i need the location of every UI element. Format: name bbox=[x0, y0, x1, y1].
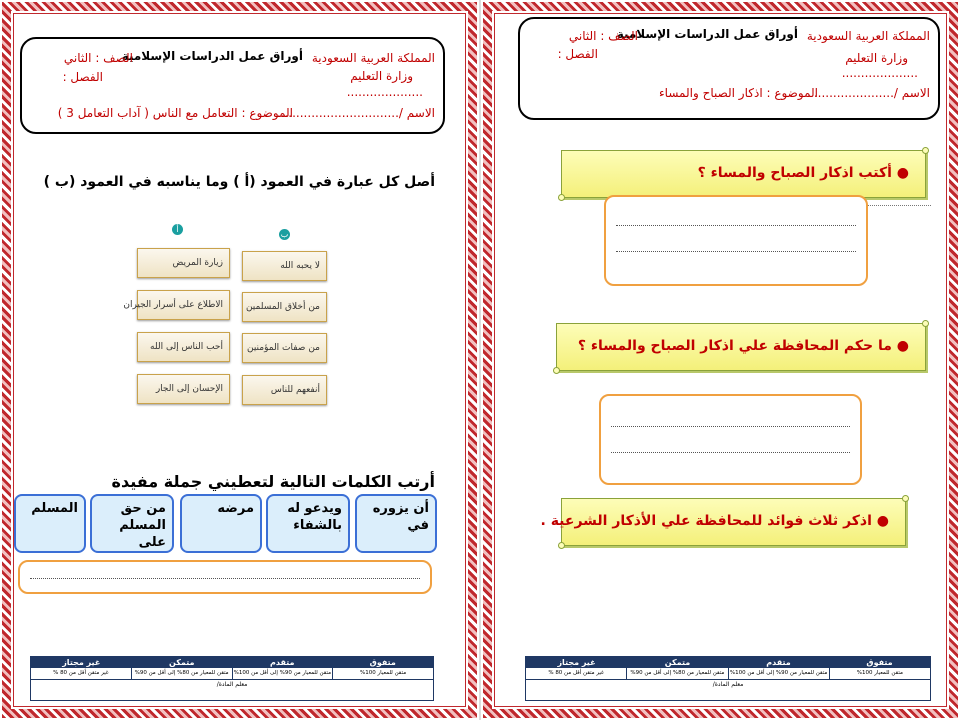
kingdom-label: المملكة العربية السعودية bbox=[311, 51, 435, 65]
topic-label: الموضوع : اذكار الصباح والمساء bbox=[659, 86, 818, 100]
answer-line bbox=[616, 251, 856, 252]
answer-line bbox=[30, 578, 420, 579]
arrange-question-title: أرتب الكلمات التالية لتعطيني جملة مفيدة bbox=[111, 472, 435, 491]
word-card[interactable]: المسلم bbox=[14, 494, 86, 553]
question-banner bbox=[561, 150, 926, 198]
sheet-title: أوراق عمل الدراسات الإسلامية bbox=[616, 27, 798, 41]
rubric-header: متفوق bbox=[369, 658, 396, 667]
column-a-item[interactable]: الإحسان إلى الجار bbox=[137, 374, 230, 404]
question-text: ● اذكر ثلاث فوائد للمحافظة علي الأذكار الشرعية . bbox=[540, 513, 889, 529]
rubric-checkbox[interactable]: متقن للمعيار 100% bbox=[829, 668, 930, 679]
word-card[interactable]: ويدعو له بالشفاء bbox=[266, 494, 350, 553]
scroll-curl-icon bbox=[558, 542, 565, 549]
kingdom-label: المملكة العربية السعودية bbox=[806, 29, 930, 43]
rubric-checkbox[interactable]: متقن للمعيار من 80% إلى أقل من 90% bbox=[626, 668, 727, 679]
answer-line bbox=[611, 452, 850, 453]
rubric-checkbox[interactable]: غير متقن أقل من 80 % bbox=[548, 670, 604, 676]
word-card[interactable]: أن يزوره في bbox=[355, 494, 437, 553]
grade-label: الصف : الثاني bbox=[568, 29, 638, 43]
column-a-label: أ bbox=[172, 224, 183, 235]
class-label: الفصل : bbox=[62, 70, 103, 84]
scroll-curl-icon bbox=[922, 147, 929, 154]
question-text: ● أكتب اذكار الصباح والمساء ؟ bbox=[697, 165, 909, 181]
teacher-signature: معلم المادة/ bbox=[712, 681, 744, 688]
rubric-header: متمكن bbox=[169, 658, 195, 667]
rubric-checkbox[interactable]: متقن للمعيار 100% bbox=[332, 668, 433, 679]
word-card[interactable]: من حق المسلم على bbox=[90, 494, 174, 553]
class-label: الفصل : bbox=[557, 47, 598, 61]
rubric-checkbox[interactable]: غير متقن أقل من 80 % bbox=[53, 670, 109, 676]
column-b-item[interactable]: أنفعهم للناس bbox=[242, 375, 327, 405]
rubric-header: غير مجتاز bbox=[62, 658, 101, 667]
left-worksheet bbox=[0, 0, 479, 720]
column-b-item[interactable]: لا يحبه الله bbox=[242, 251, 327, 281]
scroll-curl-icon bbox=[902, 495, 909, 502]
question-banner bbox=[556, 323, 926, 371]
column-b-item[interactable]: من صفات المؤمنين bbox=[242, 333, 327, 363]
student-name-field[interactable]: الاسم /................................ bbox=[276, 106, 435, 120]
class-dots: .................... bbox=[841, 66, 918, 80]
ministry-label: وزارة التعليم bbox=[845, 51, 908, 65]
answer-box[interactable] bbox=[604, 195, 868, 286]
column-a-item[interactable]: أحب الناس إلى الله bbox=[137, 332, 230, 362]
column-b-label: ب bbox=[280, 230, 289, 239]
student-name-field[interactable]: الاسم /..................... bbox=[813, 86, 930, 100]
dotted-line bbox=[866, 205, 931, 206]
header-box bbox=[20, 37, 445, 134]
scroll-curl-icon bbox=[558, 194, 565, 201]
rubric-header: متقدم bbox=[766, 658, 791, 667]
sheet-title: أوراق عمل الدراسات الإسلامية bbox=[121, 49, 303, 63]
scroll-curl-icon bbox=[553, 367, 560, 374]
answer-box[interactable] bbox=[18, 560, 432, 594]
topic-label: الموضوع : التعامل مع الناس ( آداب التعامل 3 ) bbox=[57, 106, 293, 120]
answer-box[interactable] bbox=[599, 394, 862, 485]
matching-question-title: أصل كل عبارة في العمود (أ ) وما يناسبه في العمود (ب ) bbox=[43, 174, 435, 190]
question-text: ● ما حكم المحافظة علي اذكار الصباح والمساء ؟ bbox=[577, 338, 909, 354]
rubric-checkbox[interactable]: متقن للمعيار من 80% إلى أقل من 90% bbox=[131, 668, 232, 679]
rubric-header: غير مجتاز bbox=[557, 658, 596, 667]
rubric-header: متفوق bbox=[866, 658, 893, 667]
question-banner bbox=[540, 498, 906, 546]
answer-line bbox=[616, 225, 856, 226]
answer-line bbox=[611, 426, 850, 427]
teacher-signature: معلم المادة/ bbox=[216, 681, 248, 688]
scroll-curl-icon bbox=[922, 320, 929, 327]
rubric-table bbox=[30, 656, 434, 701]
column-a-item[interactable]: زيارة المريض bbox=[137, 248, 230, 278]
class-dots: .................... bbox=[346, 85, 423, 99]
rubric-table bbox=[525, 656, 931, 701]
rubric-header: متقدم bbox=[270, 658, 295, 667]
right-worksheet bbox=[481, 0, 960, 720]
column-b-item[interactable]: من أخلاق المسلمين bbox=[242, 292, 327, 322]
ministry-label: وزارة التعليم bbox=[350, 69, 413, 83]
column-a-item[interactable]: الاطلاع على أسرار الجيران bbox=[137, 290, 230, 320]
header-box bbox=[518, 17, 940, 120]
rubric-checkbox[interactable]: متقن للمعيار من 90% إلى أقل من 100% bbox=[232, 668, 333, 679]
rubric-checkbox[interactable]: متقن للمعيار من 90% إلى أقل من 100% bbox=[728, 668, 829, 679]
rubric-header: متمكن bbox=[664, 658, 691, 667]
grade-label: الصف : الثاني bbox=[63, 51, 133, 65]
word-card[interactable]: مرضه bbox=[180, 494, 262, 553]
